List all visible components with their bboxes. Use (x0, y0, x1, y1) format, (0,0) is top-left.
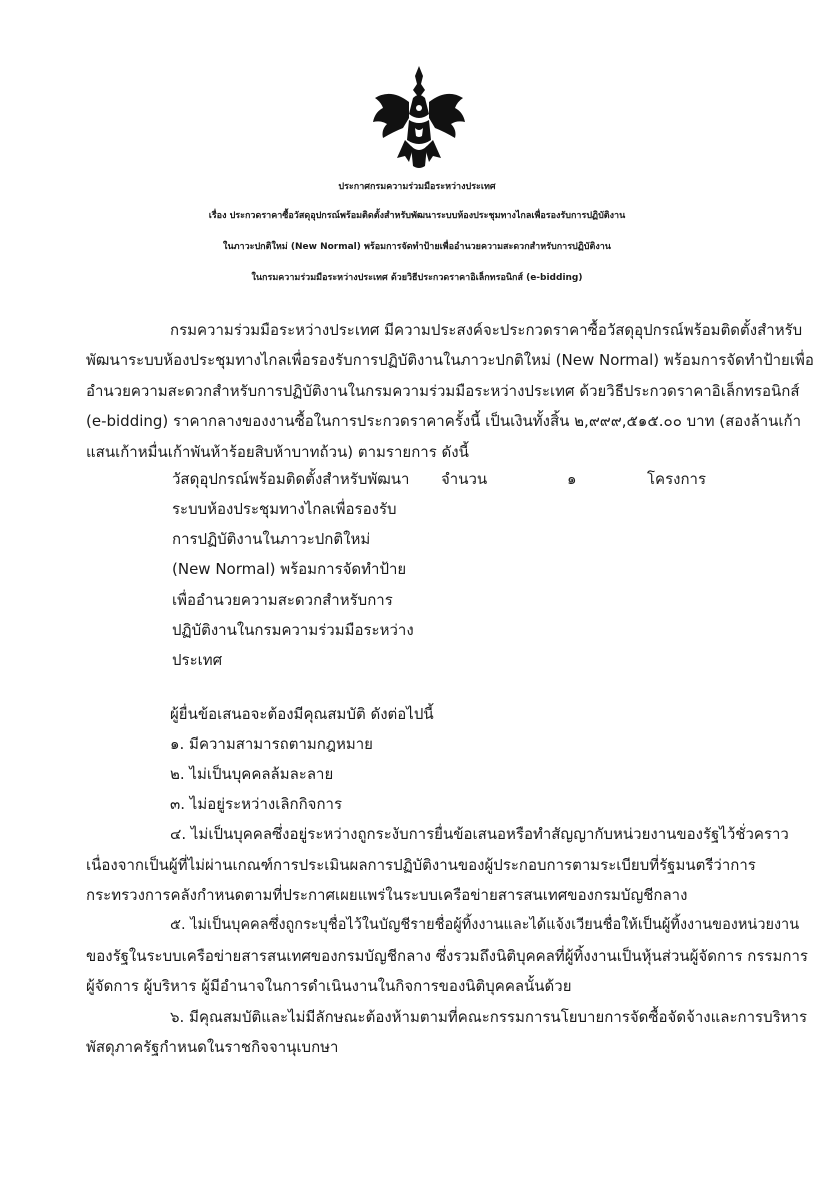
qualification-5-line-1: ๕. ไม่เป็นบุคคลซึ่งถูกระบุชื่อไว้ในบัญชีรายชื่อผู้ทิ้งงานและได้แจ้งเวียนชื่อให้เป็นผู้ทิ้งงานของหน่วยงาน (170, 917, 800, 933)
qualification-6-line-1: ๖. มีคุณสมบัติและไม่มีลักษณะต้องห้ามตามที่คณะกรรมการนโยบายการจัดซื้อจัดจ้างและการบริหาร (170, 1008, 808, 1026)
item-desc-line: การปฏิบัติงานในภาวะปกติใหม่ (172, 530, 371, 548)
qualification-4-line-1: ๔. ไม่เป็นบุคคลซึ่งอยู่ระหว่างถูกระงับการยื่นข้อเสนอหรือทำสัญญากับหน่วยงานของรัฐไว้ชั่วคราว (170, 825, 789, 843)
item-quantity-value: ๑ (567, 470, 577, 488)
item-desc-line: เพื่ออำนวยความสะดวกสำหรับการ (172, 591, 393, 609)
item-desc-line: ระบบห้องประชุมทางไกลเพื่อรองรับ (172, 500, 397, 518)
intro-line-4: (e-bidding) ราคากลางของงานซื้อในการประกวดราคาครั้งนี้ เป็นเงินทั้งสิ้น ๒,๙๙๙,๕๑๕.๐๐ บาท (สองล้านเก้า (86, 412, 802, 430)
qualification-1: ๑. มีความสามารถตามกฎหมาย (170, 735, 373, 753)
qualification-5-line-2: ของรัฐในระบบเครือข่ายสารสนเทศของกรมบัญชีกลาง ซึ่งรวมถึงนิติบุคคลที่ผู้ทิ้งงานเป็นหุ้นส่วนผู้จัดการ กรรมการ (86, 947, 808, 965)
intro-line-5: แสนเก้าหมื่นเก้าพันห้าร้อยสิบห้าบาทถ้วน) ตามรายการ ดังนี้ (86, 443, 469, 461)
subject-line-2: ในภาวะปกติใหม่ (New Normal) พร้อมการจัดทำป้ายเพื่ออำนวยความสะดวกสำหรับการปฏิบัติงาน (223, 242, 611, 252)
qualification-3: ๓. ไม่อยู่ระหว่างเลิกกิจการ (170, 795, 343, 813)
subject-line-3: ในกรมความร่วมมือระหว่างประเทศ ด้วยวิธีประกวดราคาอิเล็กทรอนิกส์ (e-bidding) (251, 273, 583, 283)
announcement-title: ประกาศกรมความร่วมมือระหว่างประเทศ (338, 182, 496, 192)
subject-line-1: เรื่อง ประกวดราคาซื้อวัสดุอุปกรณ์พร้อมติดตั้งสำหรับพัฒนาระบบห้องประชุมทางไกลเพื่อรองรับการปฏิบัติงาน (208, 211, 626, 221)
intro-line-1: กรมความร่วมมือระหว่างประเทศ มีความประสงค์จะประกวดราคาซื้อวัสดุอุปกรณ์พร้อมติดตั้งสำหรับ (170, 321, 803, 339)
item-desc-line: ปฏิบัติงานในกรมความร่วมมือระหว่าง (172, 621, 414, 639)
item-desc-line: (New Normal) พร้อมการจัดทำป้าย (172, 560, 407, 578)
qualification-4-line-3: กระทรวงการคลังกำหนดตามที่ประกาศเผยแพร่ในระบบเครือข่ายสารสนเทศของกรมบัญชีกลาง (86, 886, 688, 904)
qualification-4-line-2: เนื่องจากเป็นผู้ที่ไม่ผ่านเกณฑ์การประเมินผลการปฏิบัติงานของผู้ประกอบการตามระเบียบที่รัฐมนตรีว่าการ (86, 856, 756, 874)
intro-line-2: พัฒนาระบบห้องประชุมทางไกลเพื่อรองรับการปฏิบัติงานในภาวะปกติใหม่ (New Normal) พร้อมการจัดทำป้ายเพื่อ (86, 351, 814, 369)
qualification-5-line-3: ผู้จัดการ ผู้บริหาร ผู้มีอำนาจในการดำเนินงานในกิจการของนิติบุคคลนั้นด้วย (86, 977, 572, 995)
qualifications-heading: ผู้ยื่นข้อเสนอจะต้องมีคุณสมบัติ ดังต่อไปนี้ (170, 705, 434, 723)
garuda-emblem-icon (369, 62, 469, 174)
item-desc-line: ประเทศ (172, 651, 223, 669)
qualification-6-line-2: พัสดุภาครัฐกำหนดในราชกิจจานุเบกษา (86, 1038, 339, 1056)
item-desc-line: วัสดุอุปกรณ์พร้อมติดตั้งสำหรับพัฒนา (172, 470, 410, 488)
qualification-2: ๒. ไม่เป็นบุคคลล้มละลาย (170, 765, 334, 783)
item-unit: โครงการ (647, 470, 707, 488)
intro-line-3: อำนวยความสะดวกสำหรับการปฏิบัติงานในกรมความร่วมมือระหว่างประเทศ ด้วยวิธีประกวดราคาอิเล็กทรอนิกส์ (86, 382, 800, 400)
item-quantity-label: จำนวน (441, 470, 488, 488)
